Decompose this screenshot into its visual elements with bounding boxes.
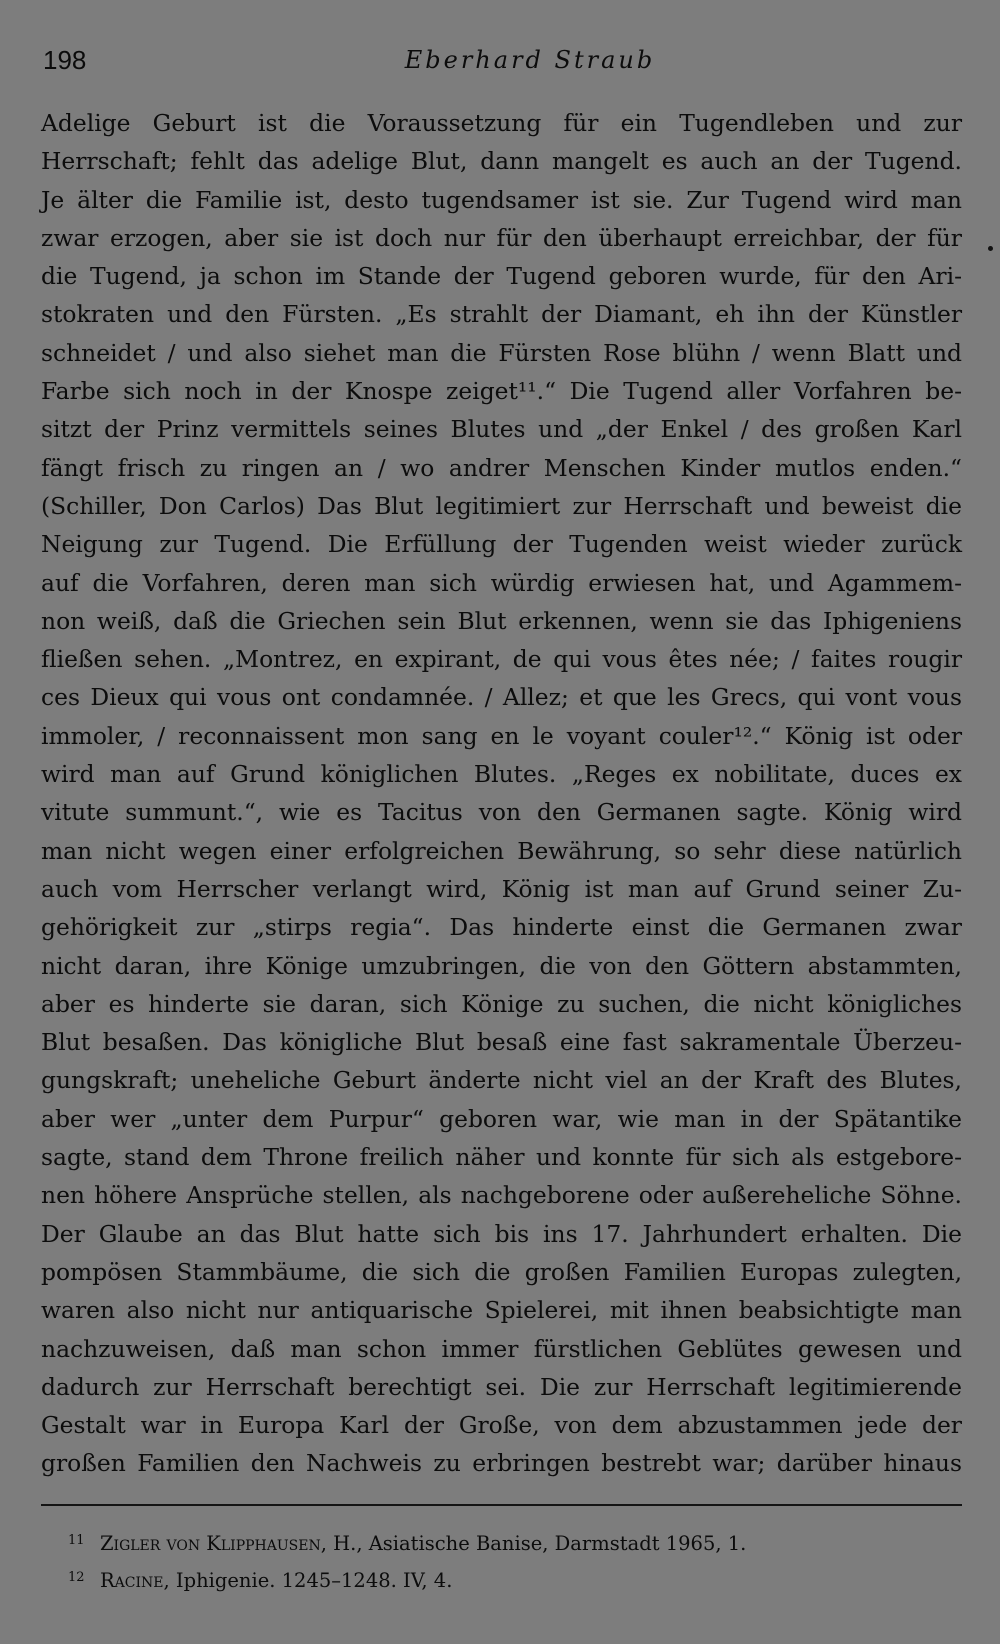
text-line: Farbe sich noch in der Knospe zeiget¹¹.“ Die Tugend aller Vorfahren be- (41, 377, 962, 406)
footnote (68, 1561, 948, 1598)
text-line: auch vom Herrscher verlangt wird, König ist man auf Grund seiner Zu- (41, 874, 962, 903)
footnotes (68, 1524, 948, 1598)
text-line: nen höhere Ansprüche stellen, als nachgeborene oder außereheliche Söhne. (41, 1181, 962, 1210)
footnote-mark: 11 (68, 1533, 85, 1548)
footnote-rule (41, 1504, 962, 1506)
text-line: waren also nicht nur antiquarische Spielerei, mit ihnen beabsichtigte man (41, 1296, 962, 1325)
text-line: Blut besaßen. Das königliche Blut besaß eine fast sakramentale Überzeu- (41, 1028, 962, 1057)
text-line: (Schiller, Don Carlos) Das Blut legitimiert zur Herrschaft und beweist die (41, 491, 962, 520)
text-line: non weiß, daß die Griechen sein Blut erkennen, wenn sie das Iphigeniens (41, 606, 962, 635)
footnote-author: Zigler von Klipphausen, (100, 1532, 327, 1555)
footnote-mark: 12 (68, 1570, 85, 1585)
text-line: ces Dieux qui vous ont condamnée. / Allez; et que les Grecs, qui vont vous (41, 683, 962, 712)
text-line: auf die Vorfahren, deren man sich würdig erwiesen hat, und Agammem- (41, 568, 962, 597)
footnote-text: H., Asiatische Banise, Darmstadt 1965, 1. (326, 1532, 747, 1555)
text-line: immoler, / reconnaissent mon sang en le voyant couler¹².“ König ist oder (41, 721, 962, 750)
text-line: fängt frisch zu ringen an / wo andrer Menschen Kinder mutlos enden.“ (41, 453, 962, 482)
text-line: aber wer „unter dem Purpur“ geboren war, wie man in der Spätantike (41, 1104, 962, 1133)
running-head: Eberhard Straub (404, 46, 656, 74)
text-line: stokraten und den Fürsten. „Es strahlt der Diamant, eh ihn der Künstler (41, 300, 962, 329)
text-line: großen Familien den Nachweis zu erbringen bestrebt war; darüber hinaus (41, 1449, 962, 1478)
margin-mark (988, 246, 993, 251)
text-line: gungskraft; uneheliche Geburt änderte nicht viel an der Kraft des Blutes, (41, 1066, 962, 1095)
text-line: Herrschaft; fehlt das adelige Blut, dann mangelt es auch an der Tugend. (41, 147, 962, 176)
text-line: Adelige Geburt ist die Voraussetzung für ein Tugendleben und zur (41, 109, 962, 137)
text-line: vitute summunt.“, wie es Tacitus von den Germanen sagte. König wird (41, 798, 962, 827)
text-line: gehörigkeit zur „stirps regia“. Das hinderte einst die Germanen zwar (41, 913, 962, 942)
footnote-author: Racine, (100, 1569, 170, 1592)
text-line: sagte, stand dem Throne freilich näher und konnte für sich als estgebore- (41, 1143, 962, 1172)
text-line: Neigung zur Tugend. Die Erfüllung der Tugenden weist wieder zurück (41, 530, 962, 559)
text-line: dadurch zur Herrschaft berechtigt sei. Die zur Herrschaft legitimierende (41, 1372, 962, 1401)
text-line: pompösen Stammbäume, die sich die großen Familien Europas zulegten, (41, 1257, 962, 1286)
footnote (68, 1524, 948, 1561)
text-line: Der Glaube an das Blut hatte sich bis ins 17. Jahrhundert erhalten. Die (41, 1219, 962, 1248)
text-line: wird man auf Grund königlichen Blutes. „Reges ex nobilitate, duces ex (41, 760, 962, 789)
text-line: die Tugend, ja schon im Stande der Tugend geboren wurde, für den Ari- (41, 262, 962, 291)
text-line: Je älter die Familie ist, desto tugendsamer ist sie. Zur Tugend wird man (41, 185, 962, 214)
text-line: aber es hinderte sie daran, sich Könige zu suchen, die nicht königliches (41, 989, 962, 1018)
text-line: schneidet / und also siehet man die Fürsten Rose blühn / wenn Blatt und (41, 338, 962, 367)
page-number: 198 (43, 45, 87, 75)
body-text (41, 104, 962, 1483)
text-line: nachzuweisen, daß man schon immer fürstlichen Geblütes gewesen und (41, 1334, 962, 1363)
text-line: nicht daran, ihre Könige umzubringen, die von den Göttern abstammten, (41, 951, 962, 980)
text-line: fließen sehen. „Montrez, en expirant, de qui vous êtes née; / faites rougir (41, 645, 962, 674)
footnote-text: Iphigenie. 1245–1248. IV, 4. (169, 1569, 453, 1592)
text-line: Gestalt war in Europa Karl der Große, von dem abzustammen jede der (41, 1411, 962, 1440)
text-line: man nicht wegen einer erfolgreichen Bewährung, so sehr diese natürlich (41, 836, 962, 865)
text-line: sitzt der Prinz vermittels seines Blutes und „der Enkel / des großen Karl (41, 415, 962, 444)
text-line: zwar erzogen, aber sie ist doch nur für den überhaupt erreichbar, der für (41, 223, 962, 252)
